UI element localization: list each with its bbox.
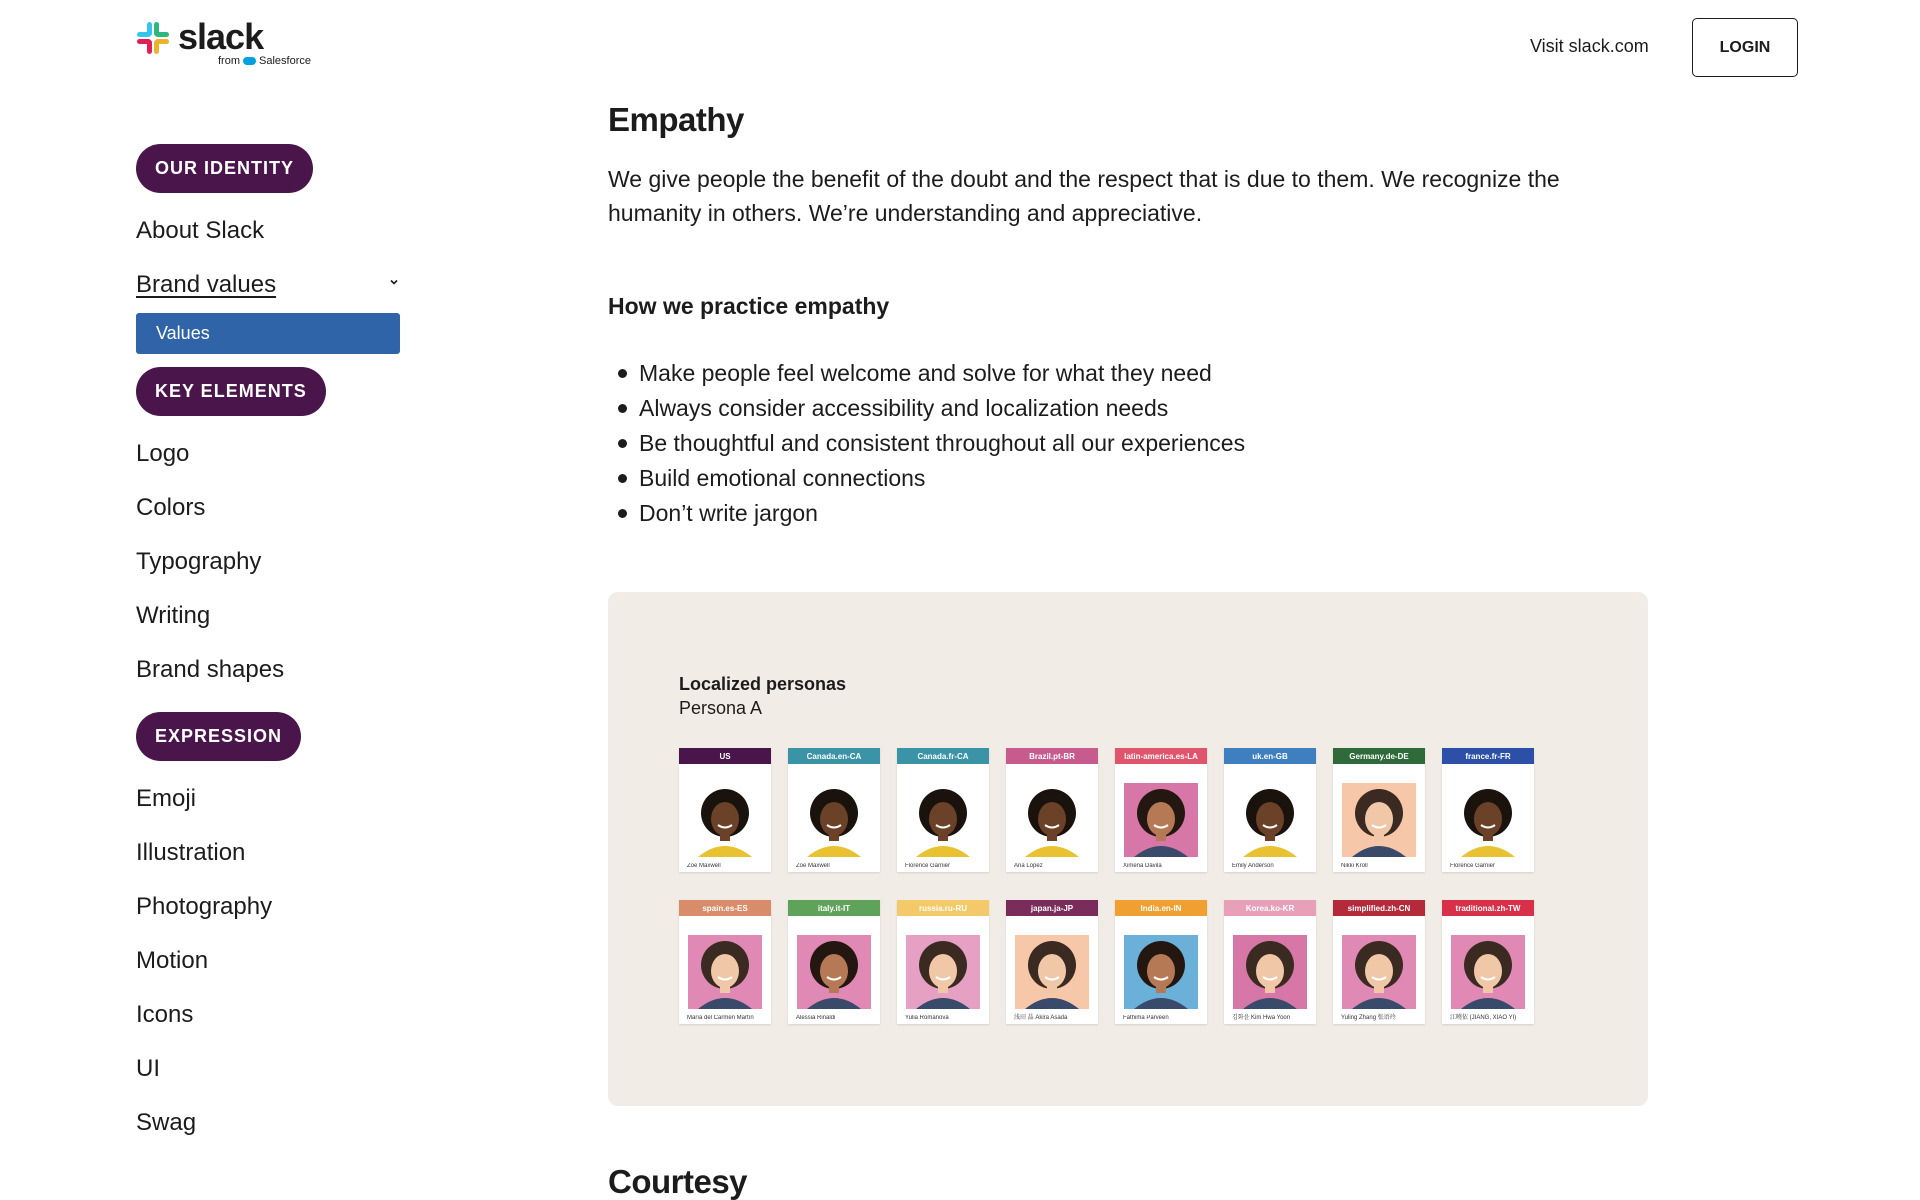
list-item [618, 426, 1245, 461]
persona-card [1224, 748, 1316, 872]
persona-card-locale: Canada.en-CA [788, 748, 880, 764]
logo-sub-brand: Salesforce [259, 55, 311, 67]
persona-portrait [688, 783, 762, 857]
persona-card [679, 748, 771, 872]
persona-card [1442, 900, 1534, 1024]
persona-portrait [1451, 783, 1525, 857]
sidebar-item-brand-shapes[interactable]: Brand shapes [136, 656, 285, 683]
practice-subheading: How we practice empathy [608, 293, 890, 319]
persona-card-name: Ana Lopez [1014, 863, 1043, 869]
panel-title: Localized personas [679, 674, 847, 694]
persona-card-name: Fathima Parveen [1123, 1015, 1169, 1021]
persona-portrait [1124, 783, 1198, 857]
sidebar-item-writing[interactable]: Writing [136, 602, 211, 629]
list-item-text: Build emotional connections [639, 465, 926, 491]
persona-card-locale: Korea.ko-KR [1224, 900, 1316, 916]
persona-portrait-icon [1124, 783, 1198, 857]
list-item-text: Always consider accessibility and localization needs [639, 395, 1169, 421]
empathy-paragraph: We give people the benefit of the doubt and the respect that is due to them. We recognize the humanity in others. We’re understanding and appreciative. [608, 166, 1560, 226]
persona-portrait-icon [1015, 783, 1089, 857]
persona-portrait-icon [1342, 783, 1416, 857]
sidebar-item-swag[interactable]: Swag [136, 1109, 197, 1136]
persona-card-name: Florence Garnier [905, 863, 951, 869]
logo-sub-from: from [218, 55, 240, 67]
list-item [618, 496, 1245, 531]
persona-card-locale: Germany.de-DE [1333, 748, 1425, 764]
persona-portrait-icon [1451, 935, 1525, 1009]
persona-portrait-icon [797, 935, 871, 1009]
list-item [618, 391, 1245, 426]
persona-card-locale: spain.es-ES [679, 900, 771, 916]
persona-card [1006, 900, 1098, 1024]
persona-card-name: 김화윤 Kim Hwa Yoon [1232, 1015, 1291, 1021]
persona-card-locale: uk.en-GB [1224, 748, 1316, 764]
bullet-dot-icon [618, 509, 627, 518]
persona-portrait [906, 783, 980, 857]
persona-card [897, 900, 989, 1024]
bullet-dot-icon [618, 369, 627, 378]
persona-card [788, 900, 880, 1024]
persona-card-locale: italy.it-IT [788, 900, 880, 916]
practice-list [618, 356, 1245, 531]
persona-portrait [1233, 783, 1307, 857]
persona-card-locale: japan.ja-JP [1006, 900, 1098, 916]
persona-portrait-icon [797, 783, 871, 857]
persona-portrait-icon [1124, 935, 1198, 1009]
section-pill-key-elements[interactable]: KEY ELEMENTS [136, 367, 326, 416]
sidebar-item-logo[interactable]: Logo [136, 440, 190, 467]
persona-portrait [1342, 935, 1416, 1009]
list-item [618, 461, 1245, 496]
persona-portrait-icon [1233, 783, 1307, 857]
persona-card-name: Yuling Zhang 张语玲 [1341, 1015, 1396, 1021]
bullet-dot-icon [618, 474, 627, 483]
persona-card-locale: simplified.zh-CN [1333, 900, 1425, 916]
chevron-down-icon[interactable] [388, 276, 400, 288]
persona-card-locale: france.fr-FR [1442, 748, 1534, 764]
persona-card-name: 江曉依 (JIANG, XIAO YI) [1450, 1015, 1517, 1021]
section-heading-courtesy: Courtesy [608, 1163, 748, 1200]
persona-portrait [906, 935, 980, 1009]
persona-card-locale: India.en-IN [1115, 900, 1207, 916]
persona-portrait-icon [906, 783, 980, 857]
sidebar-item-typography[interactable]: Typography [136, 548, 262, 575]
persona-card [1442, 748, 1534, 872]
persona-portrait-icon [688, 935, 762, 1009]
logo-subline [218, 54, 311, 68]
persona-portrait [797, 783, 871, 857]
persona-portrait-icon [1233, 935, 1307, 1009]
persona-card-locale: traditional.zh-TW [1442, 900, 1534, 916]
slack-hash-icon [136, 21, 170, 55]
sidebar-item-ui[interactable]: UI [136, 1055, 160, 1082]
sidebar-item-photography[interactable]: Photography [136, 893, 273, 920]
persona-panel [608, 592, 1648, 1106]
logo-wordmark: slack [178, 16, 264, 57]
slack-logo[interactable] [136, 16, 311, 68]
persona-card-name: Florence Garnier [1450, 863, 1496, 869]
persona-card-locale: Canada.fr-CA [897, 748, 989, 764]
persona-portrait [1015, 935, 1089, 1009]
sidebar-subitem-values[interactable]: Values [136, 313, 400, 354]
persona-portrait-icon [688, 783, 762, 857]
persona-portrait-icon [906, 935, 980, 1009]
persona-portrait [797, 935, 871, 1009]
persona-card-name: María del Carmen Martín [687, 1015, 754, 1021]
bullet-dot-icon [618, 404, 627, 413]
persona-card [1115, 748, 1207, 872]
persona-portrait [1124, 935, 1198, 1009]
login-button[interactable]: LOGIN [1692, 18, 1798, 77]
persona-card-name: Ximena Dávila [1123, 863, 1162, 869]
persona-card-name: Zoe Maxwell [687, 863, 721, 869]
persona-card-locale: latin-america.es-LA [1115, 748, 1207, 764]
salesforce-cloud-icon [243, 57, 256, 65]
sidebar-item-illustration[interactable]: Illustration [136, 839, 246, 866]
sidebar-item-emoji[interactable]: Emoji [136, 785, 197, 812]
persona-card [897, 748, 989, 872]
persona-portrait [1342, 783, 1416, 857]
list-item-text: Be thoughtful and consistent throughout all our experiences [639, 430, 1246, 456]
persona-card-name: Yulia Romanova [905, 1015, 949, 1021]
persona-card [1115, 900, 1207, 1024]
list-item [618, 356, 1245, 391]
section-pill-expression[interactable]: EXPRESSION [136, 712, 301, 761]
persona-card [1006, 748, 1098, 872]
list-item-text: Don’t write jargon [639, 500, 818, 526]
persona-portrait-icon [1015, 935, 1089, 1009]
sidebar-item-colors[interactable]: Colors [136, 494, 206, 521]
persona-portrait [688, 935, 762, 1009]
section-pill-our-identity[interactable]: OUR IDENTITY [136, 144, 313, 193]
persona-card [1333, 900, 1425, 1024]
persona-card-locale: Brazil.pt-BR [1006, 748, 1098, 764]
persona-card-name: Zoe Maxwell [796, 863, 830, 869]
panel-subtitle: Persona A [679, 698, 763, 718]
persona-portrait-icon [1342, 935, 1416, 1009]
persona-portrait-icon [1451, 783, 1525, 857]
persona-card-locale: US [679, 748, 771, 764]
persona-card-name: Emily Anderson [1232, 863, 1274, 869]
persona-card-name: 浅田 晶 Akira Asada [1014, 1015, 1068, 1021]
persona-portrait [1451, 935, 1525, 1009]
bullet-dot-icon [618, 439, 627, 448]
persona-portrait [1015, 783, 1089, 857]
persona-card-locale: russia.ru-RU [897, 900, 989, 916]
section-heading-empathy: Empathy [608, 101, 744, 138]
sidebar-item-brand-values[interactable]: Brand values [136, 271, 277, 298]
sidebar-item-icons[interactable]: Icons [136, 1001, 194, 1028]
persona-card-name: Nikki Kroll [1341, 863, 1368, 869]
list-item-text: Make people feel welcome and solve for what they need [639, 360, 1212, 386]
persona-card [1224, 900, 1316, 1024]
sidebar-item-about-slack[interactable]: About Slack [136, 217, 265, 244]
persona-card [1333, 748, 1425, 872]
visit-slack-link[interactable]: Visit slack.com [1530, 36, 1649, 56]
persona-portrait [1233, 935, 1307, 1009]
persona-card [788, 748, 880, 872]
persona-card-name: Alessia Rinaldi [796, 1015, 836, 1021]
sidebar-item-motion[interactable]: Motion [136, 947, 209, 974]
persona-card [679, 900, 771, 1024]
